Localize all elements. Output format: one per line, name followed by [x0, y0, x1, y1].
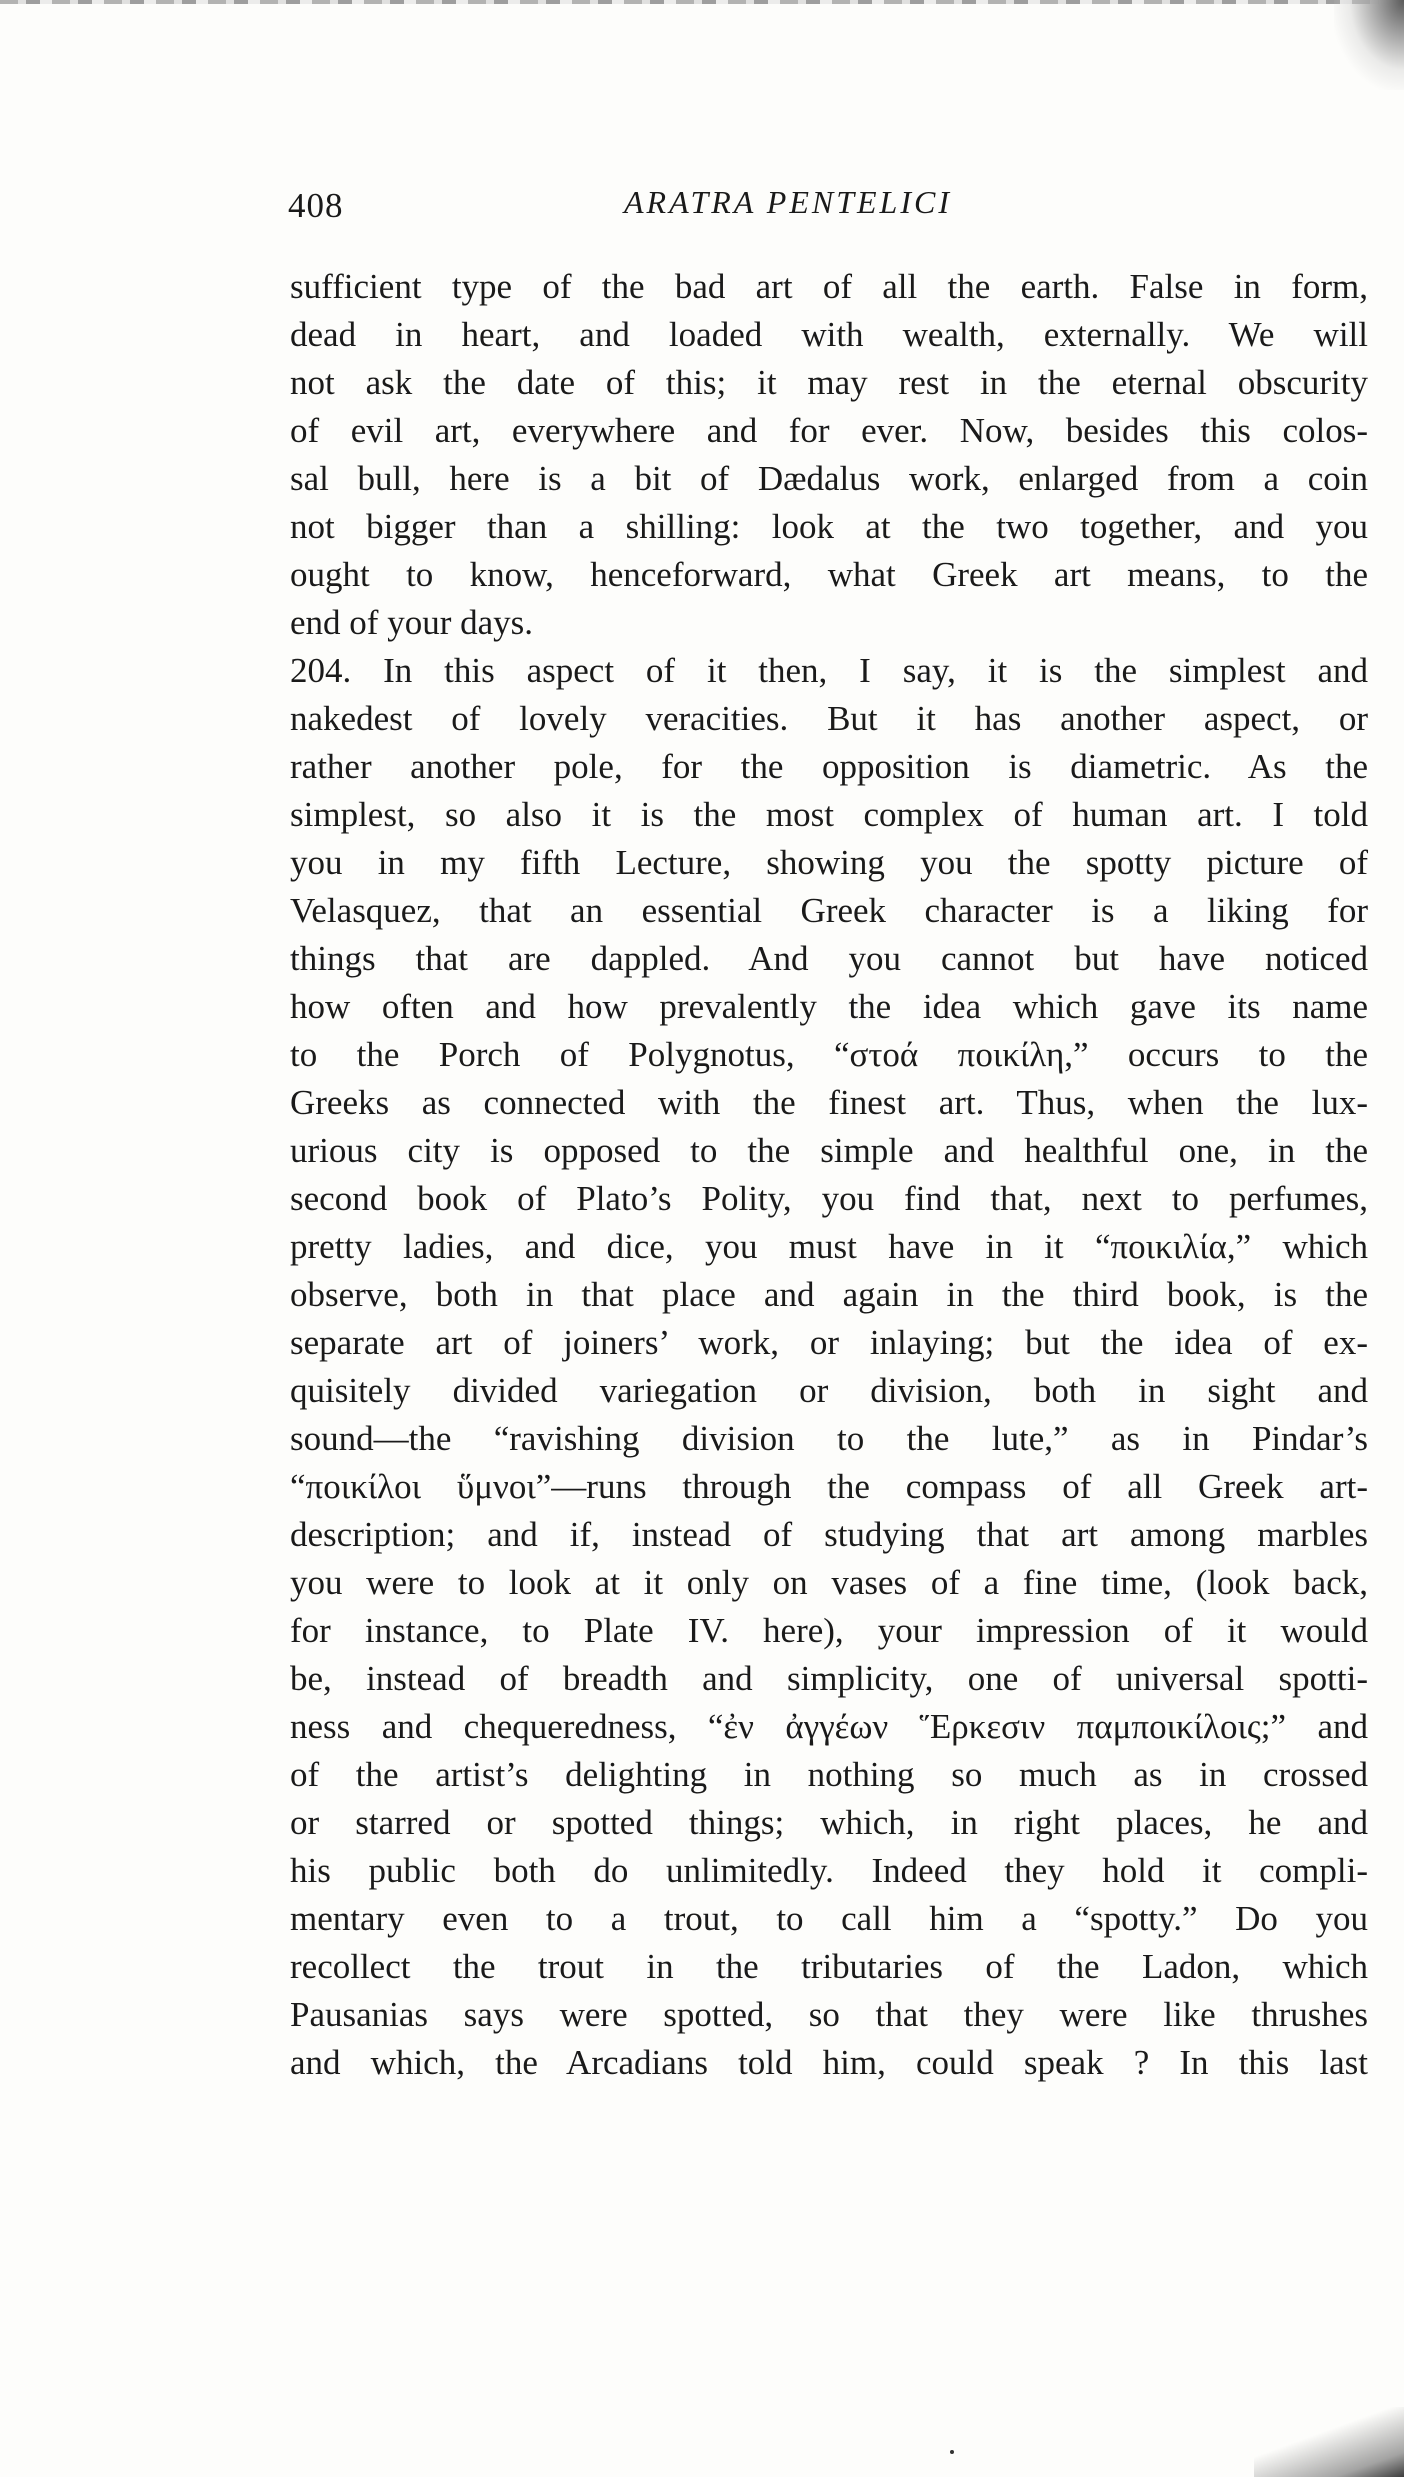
text-line: separate art of joiners’ work, or inlaying; but the idea of ex- [290, 1323, 1368, 1362]
text-line: for instance, to Plate IV. here), your impression of it would [290, 1611, 1368, 1650]
text-line: end of your days. [290, 603, 534, 642]
text-line: you were to look at it only on vases of a fine time, (look back, [290, 1563, 1368, 1602]
text-line: recollect the trout in the tributaries of the Ladon, which [290, 1947, 1368, 1986]
text-line: mentary even to a trout, to call him a “spotty.” Do you [290, 1899, 1368, 1938]
text-line: and which, the Arcadians told him, could speak ? In this last [290, 2043, 1368, 2082]
text-line: nakedest of lovely veracities. But it has another aspect, or [290, 699, 1368, 738]
text-line: rather another pole, for the opposition is diametric. As the [290, 747, 1368, 786]
text-line: 204. In this aspect of it then, I say, it is the simplest and [290, 651, 1368, 690]
text-line: simplest, so also it is the most complex of human art. I told [290, 795, 1368, 834]
page-corner-shadow [1334, 0, 1404, 90]
text-line: quisitely divided variegation or division, both in sight and [290, 1371, 1368, 1410]
page-number: 408 [288, 186, 344, 225]
text-line: Velasquez, that an essential Greek character is a liking for [290, 891, 1368, 930]
text-line: description; and if, instead of studying that art among marbles [290, 1515, 1368, 1554]
text-line: to the Porch of Polygnotus, “στοά ποικίλη,” occurs to the [290, 1035, 1368, 1074]
text-line: of the artist’s delighting in nothing so much as in crossed [290, 1755, 1368, 1794]
running-head [288, 182, 1050, 232]
body-text [290, 263, 1368, 2087]
book-title: ARATRA PENTELICI [624, 184, 952, 220]
text-line: sound—the “ravishing division to the lute,” as in Pindar’s [290, 1419, 1368, 1458]
text-line: you in my fifth Lecture, showing you the spotty picture of [290, 843, 1368, 882]
text-line: Pausanias says were spotted, so that they were like thrushes [290, 1995, 1368, 2034]
page-top-edge [0, 0, 1404, 4]
text-line: or starred or spotted things; which, in right places, he and [290, 1803, 1368, 1842]
text-line: dead in heart, and loaded with wealth, externally. We will [290, 315, 1368, 354]
text-line: sal bull, here is a bit of Dædalus work, enlarged from a coin [290, 459, 1368, 498]
text-line: sufficient type of the bad art of all the earth. False in form, [290, 267, 1368, 306]
text-line: his public both do unlimitedly. Indeed they hold it compli- [290, 1851, 1368, 1890]
text-line: not bigger than a shilling: look at the two together, and you [290, 507, 1368, 546]
text-line: urious city is opposed to the simple and healthful one, in the [290, 1131, 1368, 1170]
text-line: Greeks as connected with the finest art. Thus, when the lux- [290, 1083, 1368, 1122]
text-line: second book of Plato’s Polity, you find that, next to perfumes, [290, 1179, 1368, 1218]
text-line: ness and chequeredness, “ἐν ἀγγέων Ἕρκεσιν παμποικίλοις;” and [290, 1707, 1368, 1746]
text-line: not ask the date of this; it may rest in the eternal obscurity [290, 363, 1368, 402]
text-line: of evil art, everywhere and for ever. Now, besides this colos- [290, 411, 1368, 450]
text-line: things that are dappled. And you cannot but have noticed [290, 939, 1368, 978]
text-line: observe, both in that place and again in the third book, is the [290, 1275, 1368, 1314]
text-line: how often and how prevalently the idea which gave its name [290, 987, 1368, 1026]
ink-speck [950, 2450, 954, 2454]
text-line: pretty ladies, and dice, you must have in it “ποικιλία,” which [290, 1227, 1368, 1266]
text-line: be, instead of breadth and simplicity, one of universal spotti- [290, 1659, 1368, 1698]
text-line: “ποικίλοι ὕμνοι”—runs through the compass of all Greek art- [290, 1467, 1368, 1506]
text-line: ought to know, henceforward, what Greek art means, to the [290, 555, 1368, 594]
page-bottom-corner-shadow [1254, 2407, 1404, 2477]
